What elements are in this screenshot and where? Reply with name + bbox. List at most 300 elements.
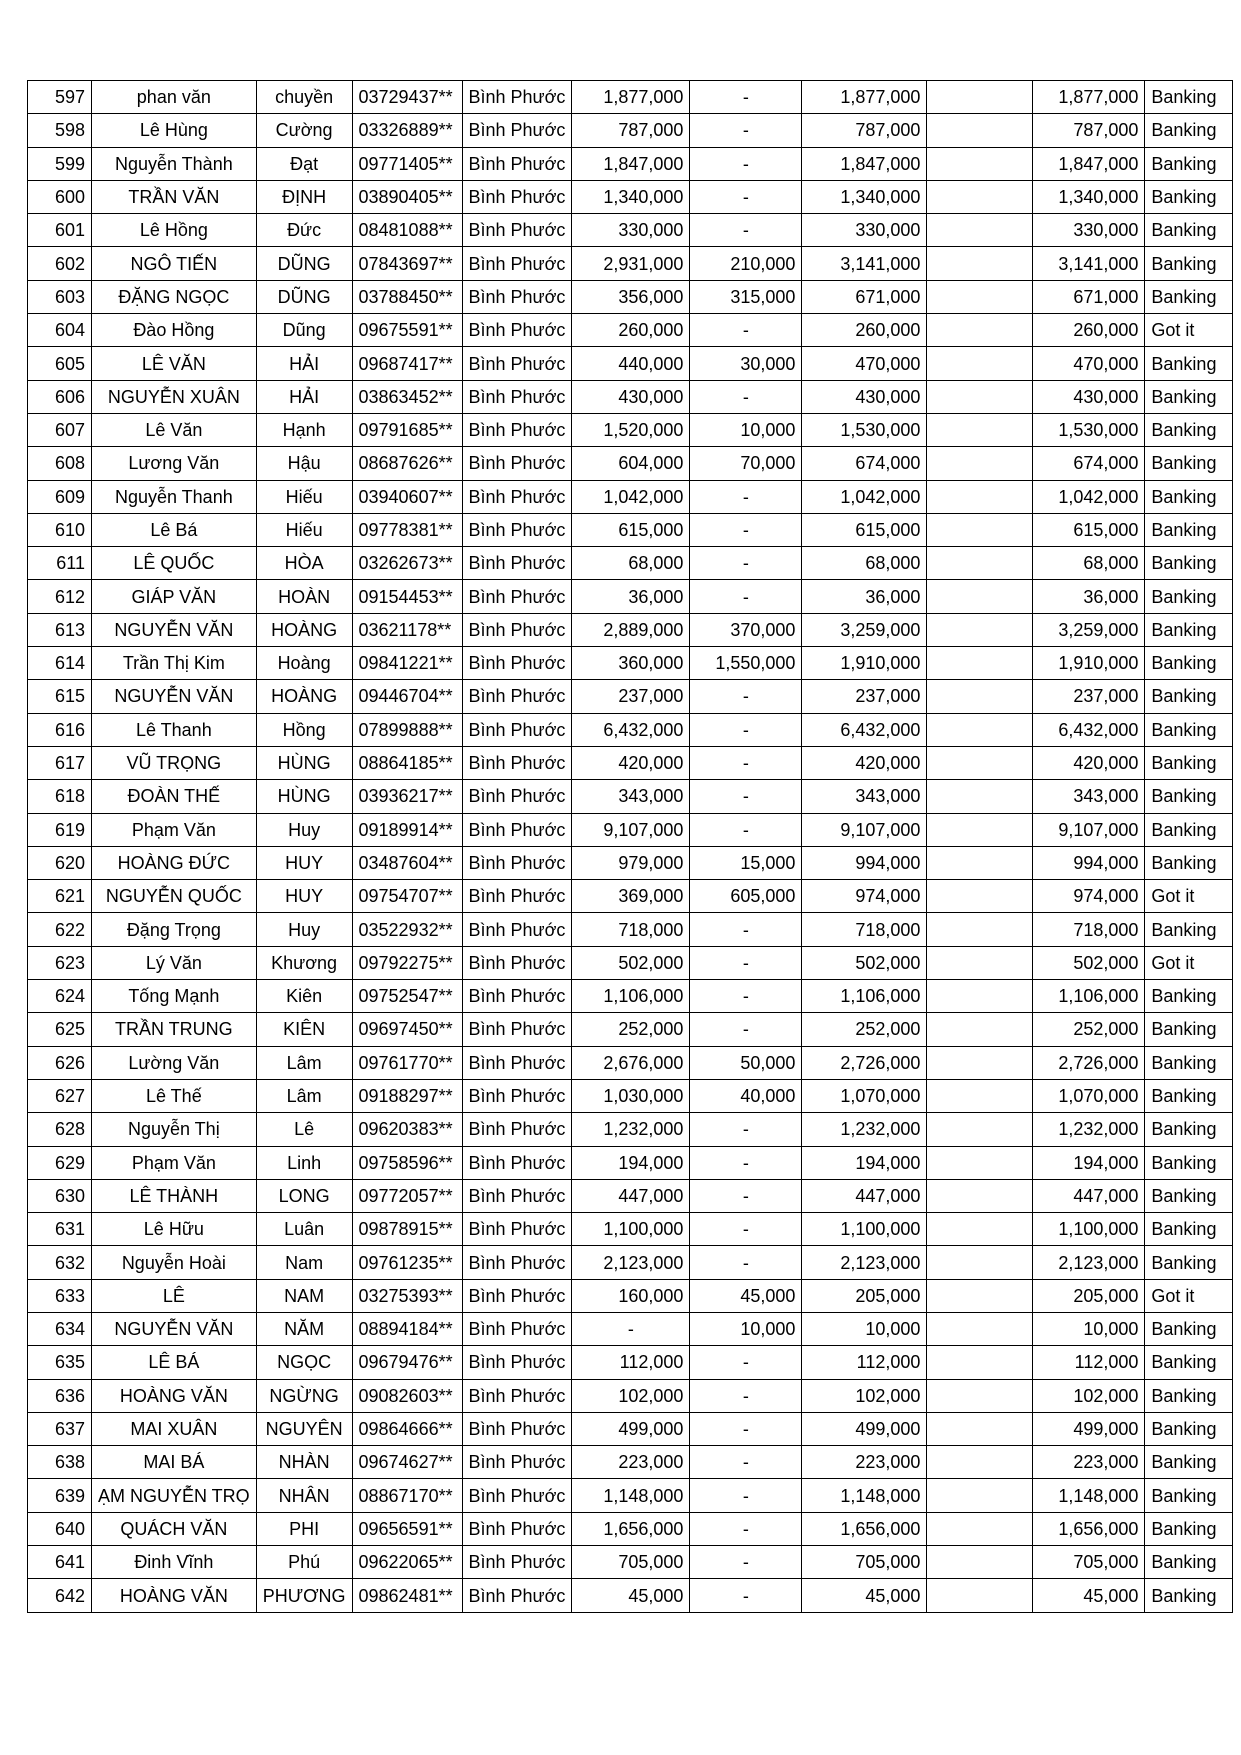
payment-method-cell: Banking [1145,913,1233,946]
table-row [28,1579,1233,1612]
phone-number-cell: 07899888** [352,713,462,746]
amount-blank-cell [927,913,1033,946]
phone-number-cell: 03940607** [352,480,462,513]
family-name-cell: ĐOÀN THẾ [92,780,257,813]
amount-paid-cell: 787,000 [1033,114,1145,147]
family-name-cell: Lê Bá [92,513,257,546]
given-name-cell: ĐỊNH [256,180,352,213]
table-row [28,1246,1233,1279]
given-name-cell: Cường [256,114,352,147]
amount-paid-cell: 994,000 [1033,846,1145,879]
amount-paid-cell: 10,000 [1033,1312,1145,1345]
table-row [28,114,1233,147]
given-name-cell: chuyền [256,81,352,114]
table-row [28,580,1233,613]
amount-paid-cell: 1,340,000 [1033,180,1145,213]
amount-2-cell: - [690,580,802,613]
amount-2-cell: - [690,1013,802,1046]
province-cell: Bình Phước [462,846,572,879]
amount-total-cell: 1,232,000 [802,1113,927,1146]
amount-2-cell: - [690,1546,802,1579]
province-cell: Bình Phước [462,447,572,480]
table-row [28,1179,1233,1212]
phone-number-cell: 09188297** [352,1079,462,1112]
family-name-cell: NGUYỄN QUỐC [92,880,257,913]
amount-2-cell: 50,000 [690,1046,802,1079]
amount-2-cell: - [690,1179,802,1212]
family-name-cell: Lê Thanh [92,713,257,746]
payment-method-cell: Banking [1145,214,1233,247]
amount-total-cell: 1,100,000 [802,1213,927,1246]
table-row [28,247,1233,280]
phone-number-cell: 09771405** [352,147,462,180]
row-number-cell: 639 [28,1479,92,1512]
table-row [28,513,1233,546]
row-number-cell: 613 [28,613,92,646]
table-row [28,946,1233,979]
amount-blank-cell [927,1046,1033,1079]
given-name-cell: Đạt [256,147,352,180]
table-row [28,1512,1233,1545]
amount-2-cell: - [690,1146,802,1179]
amount-total-cell: 3,141,000 [802,247,927,280]
payment-table [27,80,1233,1613]
phone-number-cell: 09778381** [352,513,462,546]
province-cell: Bình Phước [462,1512,572,1545]
row-number-cell: 611 [28,547,92,580]
table-row [28,1146,1233,1179]
amount-2-cell: - [690,680,802,713]
family-name-cell: Nguyễn Thành [92,147,257,180]
amount-total-cell: 502,000 [802,946,927,979]
amount-paid-cell: 420,000 [1033,746,1145,779]
given-name-cell: HẢI [256,380,352,413]
row-number-cell: 599 [28,147,92,180]
amount-blank-cell [927,447,1033,480]
phone-number-cell: 07843697** [352,247,462,280]
amount-1-cell: 787,000 [572,114,690,147]
given-name-cell: Linh [256,1146,352,1179]
row-number-cell: 634 [28,1312,92,1345]
given-name-cell: Lâm [256,1046,352,1079]
payment-method-cell: Banking [1145,1346,1233,1379]
row-number-cell: 609 [28,480,92,513]
table-row [28,780,1233,813]
amount-paid-cell: 252,000 [1033,1013,1145,1046]
amount-total-cell: 994,000 [802,846,927,879]
table-body [28,81,1233,1613]
amount-total-cell: 1,148,000 [802,1479,927,1512]
phone-number-cell: 03487604** [352,846,462,879]
payment-method-cell: Banking [1145,1379,1233,1412]
payment-method-cell: Banking [1145,480,1233,513]
amount-total-cell: 223,000 [802,1446,927,1479]
amount-blank-cell [927,713,1033,746]
province-cell: Bình Phước [462,1579,572,1612]
amount-blank-cell [927,1379,1033,1412]
table-row [28,913,1233,946]
amount-paid-cell: 343,000 [1033,780,1145,813]
province-cell: Bình Phước [462,946,572,979]
amount-1-cell: 194,000 [572,1146,690,1179]
family-name-cell: ẠM NGUYỄN TRỌ [92,1479,257,1512]
payment-method-cell: Banking [1145,1412,1233,1445]
amount-2-cell: 605,000 [690,880,802,913]
given-name-cell: LONG [256,1179,352,1212]
amount-1-cell: 343,000 [572,780,690,813]
row-number-cell: 598 [28,114,92,147]
phone-number-cell: 03890405** [352,180,462,213]
table-row [28,680,1233,713]
amount-1-cell: 260,000 [572,314,690,347]
amount-paid-cell: 1,232,000 [1033,1113,1145,1146]
amount-2-cell: - [690,380,802,413]
payment-method-cell: Banking [1145,114,1233,147]
family-name-cell: Phạm Văn [92,1146,257,1179]
row-number-cell: 603 [28,280,92,313]
amount-paid-cell: 430,000 [1033,380,1145,413]
given-name-cell: Kiên [256,980,352,1013]
amount-2-cell: - [690,1379,802,1412]
table-row [28,1479,1233,1512]
table-row [28,480,1233,513]
amount-1-cell: 502,000 [572,946,690,979]
amount-blank-cell [927,1179,1033,1212]
province-cell: Bình Phước [462,380,572,413]
amount-2-cell: 40,000 [690,1079,802,1112]
row-number-cell: 605 [28,347,92,380]
amount-1-cell: 2,123,000 [572,1246,690,1279]
row-number-cell: 601 [28,214,92,247]
table-row [28,1046,1233,1079]
amount-paid-cell: 205,000 [1033,1279,1145,1312]
row-number-cell: 641 [28,1546,92,1579]
amount-1-cell: 1,847,000 [572,147,690,180]
amount-paid-cell: 502,000 [1033,946,1145,979]
given-name-cell: Hoàng [256,647,352,680]
amount-total-cell: 671,000 [802,280,927,313]
amount-total-cell: 674,000 [802,447,927,480]
given-name-cell: Luân [256,1213,352,1246]
payment-method-cell: Got it [1145,1279,1233,1312]
given-name-cell: PHI [256,1512,352,1545]
amount-1-cell: 1,656,000 [572,1512,690,1545]
table-row [28,1213,1233,1246]
phone-number-cell: 09841221** [352,647,462,680]
family-name-cell: LÊ BÁ [92,1346,257,1379]
payment-method-cell: Banking [1145,547,1233,580]
phone-number-cell: 03275393** [352,1279,462,1312]
family-name-cell: NGUYỄN VĂN [92,680,257,713]
amount-2-cell: - [690,81,802,114]
family-name-cell: LÊ THÀNH [92,1179,257,1212]
payment-method-cell: Banking [1145,147,1233,180]
phone-number-cell: 09082603** [352,1379,462,1412]
amount-paid-cell: 2,726,000 [1033,1046,1145,1079]
amount-1-cell: 68,000 [572,547,690,580]
amount-paid-cell: 223,000 [1033,1446,1145,1479]
phone-number-cell: 09791685** [352,413,462,446]
amount-blank-cell [927,81,1033,114]
amount-blank-cell [927,746,1033,779]
payment-method-cell: Banking [1145,1246,1233,1279]
phone-number-cell: 09687417** [352,347,462,380]
phone-number-cell: 09878915** [352,1213,462,1246]
payment-method-cell: Banking [1145,1179,1233,1212]
amount-2-cell: - [690,1579,802,1612]
given-name-cell: HÙNG [256,746,352,779]
family-name-cell: phan văn [92,81,257,114]
family-name-cell: Lê Hồng [92,214,257,247]
amount-total-cell: 1,910,000 [802,647,927,680]
given-name-cell: HUY [256,846,352,879]
amount-total-cell: 470,000 [802,347,927,380]
table-row [28,880,1233,913]
amount-total-cell: 6,432,000 [802,713,927,746]
amount-paid-cell: 3,141,000 [1033,247,1145,280]
amount-1-cell: 237,000 [572,680,690,713]
row-number-cell: 612 [28,580,92,613]
amount-paid-cell: 68,000 [1033,547,1145,580]
row-number-cell: 624 [28,980,92,1013]
amount-total-cell: 3,259,000 [802,613,927,646]
family-name-cell: NGÔ TIẾN [92,247,257,280]
amount-1-cell: 1,106,000 [572,980,690,1013]
province-cell: Bình Phước [462,180,572,213]
amount-blank-cell [927,1312,1033,1345]
row-number-cell: 610 [28,513,92,546]
family-name-cell: GIÁP VĂN [92,580,257,613]
phone-number-cell: 03729437** [352,81,462,114]
province-cell: Bình Phước [462,114,572,147]
amount-2-cell: - [690,1246,802,1279]
family-name-cell: Lê Văn [92,413,257,446]
family-name-cell: Phạm Văn [92,813,257,846]
amount-blank-cell [927,380,1033,413]
family-name-cell: VŨ TRỌNG [92,746,257,779]
amount-blank-cell [927,247,1033,280]
payment-method-cell: Banking [1145,846,1233,879]
row-number-cell: 600 [28,180,92,213]
table-row [28,1379,1233,1412]
amount-paid-cell: 45,000 [1033,1579,1145,1612]
phone-number-cell: 09761235** [352,1246,462,1279]
family-name-cell: MAI BÁ [92,1446,257,1479]
family-name-cell: HOÀNG ĐỨC [92,846,257,879]
row-number-cell: 623 [28,946,92,979]
amount-2-cell: - [690,1113,802,1146]
province-cell: Bình Phước [462,1312,572,1345]
amount-1-cell: 1,877,000 [572,81,690,114]
given-name-cell: HOÀN [256,580,352,613]
amount-1-cell: 1,520,000 [572,413,690,446]
amount-1-cell: 6,432,000 [572,713,690,746]
amount-paid-cell: 1,070,000 [1033,1079,1145,1112]
given-name-cell: NHÂN [256,1479,352,1512]
province-cell: Bình Phước [462,1079,572,1112]
row-number-cell: 638 [28,1446,92,1479]
amount-1-cell: 430,000 [572,380,690,413]
amount-1-cell: 604,000 [572,447,690,480]
amount-blank-cell [927,680,1033,713]
table-row [28,1279,1233,1312]
table-row [28,1113,1233,1146]
amount-2-cell: - [690,1213,802,1246]
row-number-cell: 615 [28,680,92,713]
amount-2-cell: - [690,1479,802,1512]
given-name-cell: Huy [256,813,352,846]
phone-number-cell: 09622065** [352,1546,462,1579]
amount-total-cell: 1,847,000 [802,147,927,180]
amount-2-cell: - [690,1346,802,1379]
amount-total-cell: 45,000 [802,1579,927,1612]
amount-paid-cell: 615,000 [1033,513,1145,546]
given-name-cell: Nam [256,1246,352,1279]
amount-1-cell: 36,000 [572,580,690,613]
amount-blank-cell [927,214,1033,247]
amount-2-cell: - [690,1512,802,1545]
table-row [28,647,1233,680]
payment-method-cell: Banking [1145,247,1233,280]
table-row [28,713,1233,746]
amount-total-cell: 615,000 [802,513,927,546]
payment-method-cell: Banking [1145,1213,1233,1246]
amount-blank-cell [927,413,1033,446]
phone-number-cell: 09675591** [352,314,462,347]
given-name-cell: HUY [256,880,352,913]
amount-2-cell: - [690,314,802,347]
phone-number-cell: 03262673** [352,547,462,580]
amount-blank-cell [927,1013,1033,1046]
given-name-cell: HOÀNG [256,613,352,646]
family-name-cell: Trần Thị Kim [92,647,257,680]
amount-total-cell: 2,726,000 [802,1046,927,1079]
amount-1-cell: 447,000 [572,1179,690,1212]
amount-total-cell: 787,000 [802,114,927,147]
province-cell: Bình Phước [462,413,572,446]
amount-total-cell: 1,530,000 [802,413,927,446]
amount-total-cell: 260,000 [802,314,927,347]
row-number-cell: 631 [28,1213,92,1246]
family-name-cell: LÊ [92,1279,257,1312]
phone-number-cell: 09792275** [352,946,462,979]
province-cell: Bình Phước [462,280,572,313]
amount-total-cell: 1,877,000 [802,81,927,114]
amount-total-cell: 343,000 [802,780,927,813]
amount-paid-cell: 1,106,000 [1033,980,1145,1013]
phone-number-cell: 08864185** [352,746,462,779]
payment-method-cell: Banking [1145,1046,1233,1079]
phone-number-cell: 09154453** [352,580,462,613]
table-row [28,980,1233,1013]
province-cell: Bình Phước [462,547,572,580]
phone-number-cell: 09446704** [352,680,462,713]
row-number-cell: 625 [28,1013,92,1046]
given-name-cell: Phú [256,1546,352,1579]
province-cell: Bình Phước [462,1479,572,1512]
family-name-cell: LÊ VĂN [92,347,257,380]
amount-total-cell: 420,000 [802,746,927,779]
amount-blank-cell [927,1146,1033,1179]
table-row [28,347,1233,380]
province-cell: Bình Phước [462,1446,572,1479]
table-row [28,1346,1233,1379]
family-name-cell: NGUYỄN VĂN [92,613,257,646]
amount-paid-cell: 718,000 [1033,913,1145,946]
amount-total-cell: 36,000 [802,580,927,613]
payment-method-cell: Got it [1145,946,1233,979]
phone-number-cell: 09620383** [352,1113,462,1146]
given-name-cell: Hiếu [256,513,352,546]
province-cell: Bình Phước [462,147,572,180]
payment-method-cell: Banking [1145,1013,1233,1046]
amount-blank-cell [927,946,1033,979]
payment-method-cell: Banking [1145,1546,1233,1579]
amount-paid-cell: 36,000 [1033,580,1145,613]
amount-1-cell: 45,000 [572,1579,690,1612]
amount-2-cell: 10,000 [690,413,802,446]
phone-number-cell: 09189914** [352,813,462,846]
family-name-cell: TRẦN VĂN [92,180,257,213]
row-number-cell: 617 [28,746,92,779]
amount-paid-cell: 9,107,000 [1033,813,1145,846]
row-number-cell: 606 [28,380,92,413]
amount-total-cell: 1,106,000 [802,980,927,1013]
amount-1-cell: 223,000 [572,1446,690,1479]
amount-2-cell: - [690,913,802,946]
amount-2-cell: - [690,480,802,513]
family-name-cell: Đào Hồng [92,314,257,347]
phone-number-cell: 09761770** [352,1046,462,1079]
province-cell: Bình Phước [462,813,572,846]
amount-1-cell: 440,000 [572,347,690,380]
amount-2-cell: - [690,946,802,979]
amount-total-cell: 2,123,000 [802,1246,927,1279]
payment-method-cell: Banking [1145,81,1233,114]
province-cell: Bình Phước [462,81,572,114]
amount-1-cell: 1,100,000 [572,1213,690,1246]
amount-paid-cell: 974,000 [1033,880,1145,913]
phone-number-cell: 08867170** [352,1479,462,1512]
amount-total-cell: 1,340,000 [802,180,927,213]
given-name-cell: Dũng [256,314,352,347]
payment-method-cell: Banking [1145,613,1233,646]
table-row [28,613,1233,646]
amount-blank-cell [927,1246,1033,1279]
family-name-cell: NGUYỄN XUÂN [92,380,257,413]
amount-1-cell: 356,000 [572,280,690,313]
row-number-cell: 626 [28,1046,92,1079]
row-number-cell: 614 [28,647,92,680]
amount-paid-cell: 1,100,000 [1033,1213,1145,1246]
given-name-cell: DŨNG [256,247,352,280]
amount-1-cell: 360,000 [572,647,690,680]
phone-number-cell: 08687626** [352,447,462,480]
row-number-cell: 627 [28,1079,92,1112]
table-row [28,380,1233,413]
amount-2-cell: 30,000 [690,347,802,380]
table-row [28,180,1233,213]
given-name-cell: Hiếu [256,480,352,513]
amount-1-cell: 369,000 [572,880,690,913]
province-cell: Bình Phước [462,1013,572,1046]
amount-paid-cell: 102,000 [1033,1379,1145,1412]
amount-1-cell: - [572,1312,690,1345]
amount-total-cell: 1,656,000 [802,1512,927,1545]
amount-1-cell: 1,232,000 [572,1113,690,1146]
amount-blank-cell [927,1346,1033,1379]
row-number-cell: 628 [28,1113,92,1146]
